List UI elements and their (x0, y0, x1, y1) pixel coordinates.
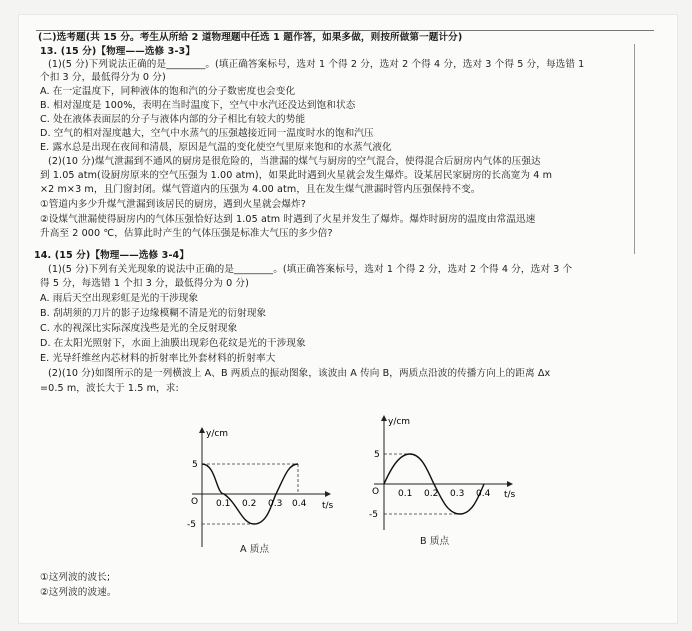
section-header: (二)选考题(共 15 分。考生从所给 2 道物理题中任选 1 题作答，如果多做，则按所做第一题计分) (38, 32, 463, 43)
q14-part2-stem: (2)(10 分)如图所示的是一列横波上 A、B 两质点的振动图象，该波由 A 传向 B，两质点沿波的传播方向上的距离 Δx (48, 368, 551, 379)
q13-subq-1: ①管道内多少升煤气泄漏到该居民的厨房，遇到火星就会爆炸? (40, 199, 306, 210)
q13-part1-stem-cont: 个扣 3 分，最低得分为 0 分) (40, 72, 166, 83)
q13-part2-stem-cont2: ×2 m×3 m，且门窗封闭。煤气管道内的压强为 4.00 atm，且在发生煤气泄漏时管内压强保持不变。 (40, 184, 481, 195)
origin-label: O (191, 497, 199, 507)
graph-a (182, 420, 342, 560)
y-tick-neg: -5 (187, 520, 196, 530)
y-axis-label: y/cm (388, 417, 411, 427)
q13-option-e: E. 露水总是出现在夜间和清晨，原因是气温的变化使空气里原来饱和的水蒸气液化 (40, 142, 392, 153)
q13-subq-2-cont: 升高至 2 000 ℃，估算此时产生的气体压强是标准大气压的多少倍? (40, 228, 333, 239)
y-axis-label: y/cm (206, 429, 229, 439)
q14-option-e: E. 光导纤维丝内芯材料的折射率比外套材料的折射率大 (40, 353, 276, 364)
q13-title: 13. (15 分)【物理——选修 3-3】 (40, 46, 196, 57)
q14-option-b: B. 刮胡须的刀片的影子边缘模糊不清是光的衍射现象 (40, 308, 267, 319)
q14-part1-stem-cont: 得 5 分，每选错 1 个扣 3 分，最低得分为 0 分) (40, 278, 249, 289)
q13-option-d: D. 空气的相对湿度越大，空气中水蒸气的压强越接近同一温度时水的饱和汽压 (40, 128, 374, 139)
origin-label: O (372, 487, 380, 497)
x-axis-label: t/s (504, 490, 516, 500)
y-tick-pos: 5 (192, 460, 198, 470)
q13-option-b: B. 相对湿度是 100%，表明在当时温度下，空气中水汽还没达到饱和状态 (40, 100, 356, 111)
q14-subq-1: ①这列波的波长; (40, 572, 111, 583)
q13-part2-stem-cont: 到 1.05 atm(设厨房原来的空气压强为 1.00 atm)，如果此时遇到火星就会发生爆炸。设某居民家厨房的长高宽为 4 m (40, 170, 553, 181)
q14-title: 14. (15 分)【物理——选修 3-4】 (34, 250, 190, 261)
q13-option-a: A. 在一定温度下，同种液体的饱和汽的分子数密度也会变化 (40, 86, 296, 97)
x-tick-4: 0.4 (292, 499, 307, 509)
q14-option-d: D. 在太阳光照射下，水面上油膜出现彩色花纹是光的干涉现象 (40, 338, 306, 349)
x-axis-label: t/s (322, 501, 334, 511)
graph-b (362, 408, 522, 548)
q14-option-a: A. 雨后天空出现彩虹是光的干涉现象 (40, 293, 199, 304)
q14-subq-2: ②这列波的波速。 (40, 587, 117, 598)
right-margin-line (634, 44, 635, 254)
x-tick-4: 0.4 (476, 489, 491, 499)
graph-b-caption: B 质点 (420, 536, 450, 547)
q14-part1-stem: (1)(5 分)下列有关光现象的说法中正确的是________。(填正确答案标号，选对 1 个得 2 分，选对 2 个得 4 分，选对 3 个 (48, 264, 573, 275)
q14-part2-stem-cont: =0.5 m，波长大于 1.5 m，求: (40, 383, 179, 394)
x-tick-2: 0.2 (242, 499, 257, 509)
x-tick-1: 0.1 (216, 499, 231, 509)
x-tick-1: 0.1 (398, 489, 413, 499)
y-tick-pos: 5 (374, 450, 380, 460)
top-rule (36, 30, 654, 31)
q13-part1-stem: (1)(5 分)下列说法正确的是________。(填正确答案标号，选对 1 个得 2 分，选对 2 个得 4 分，选对 3 个得 5 分，每选错 1 (48, 59, 585, 70)
x-tick-2: 0.2 (424, 489, 439, 499)
graph-a-caption: A 质点 (240, 544, 270, 555)
q13-part2-stem: (2)(10 分)煤气泄漏到不通风的厨房是很危险的，当泄漏的煤气与厨房的空气混合，使得混合后厨房内气体的压强达 (48, 156, 541, 167)
q14-option-c: C. 水的视深比实际深度浅些是光的全反射现象 (40, 323, 238, 334)
y-tick-neg: -5 (369, 510, 378, 520)
q13-option-c: C. 处在液体表面层的分子与液体内部的分子相比有较大的势能 (40, 114, 306, 125)
q13-subq-2: ②设煤气泄漏使得厨房内的气体压强恰好达到 1.05 atm 时遇到了火星并发生了爆炸。爆炸时厨房的温度由常温迅速 (40, 214, 536, 225)
x-tick-3: 0.3 (268, 499, 283, 509)
x-tick-3: 0.3 (450, 489, 465, 499)
